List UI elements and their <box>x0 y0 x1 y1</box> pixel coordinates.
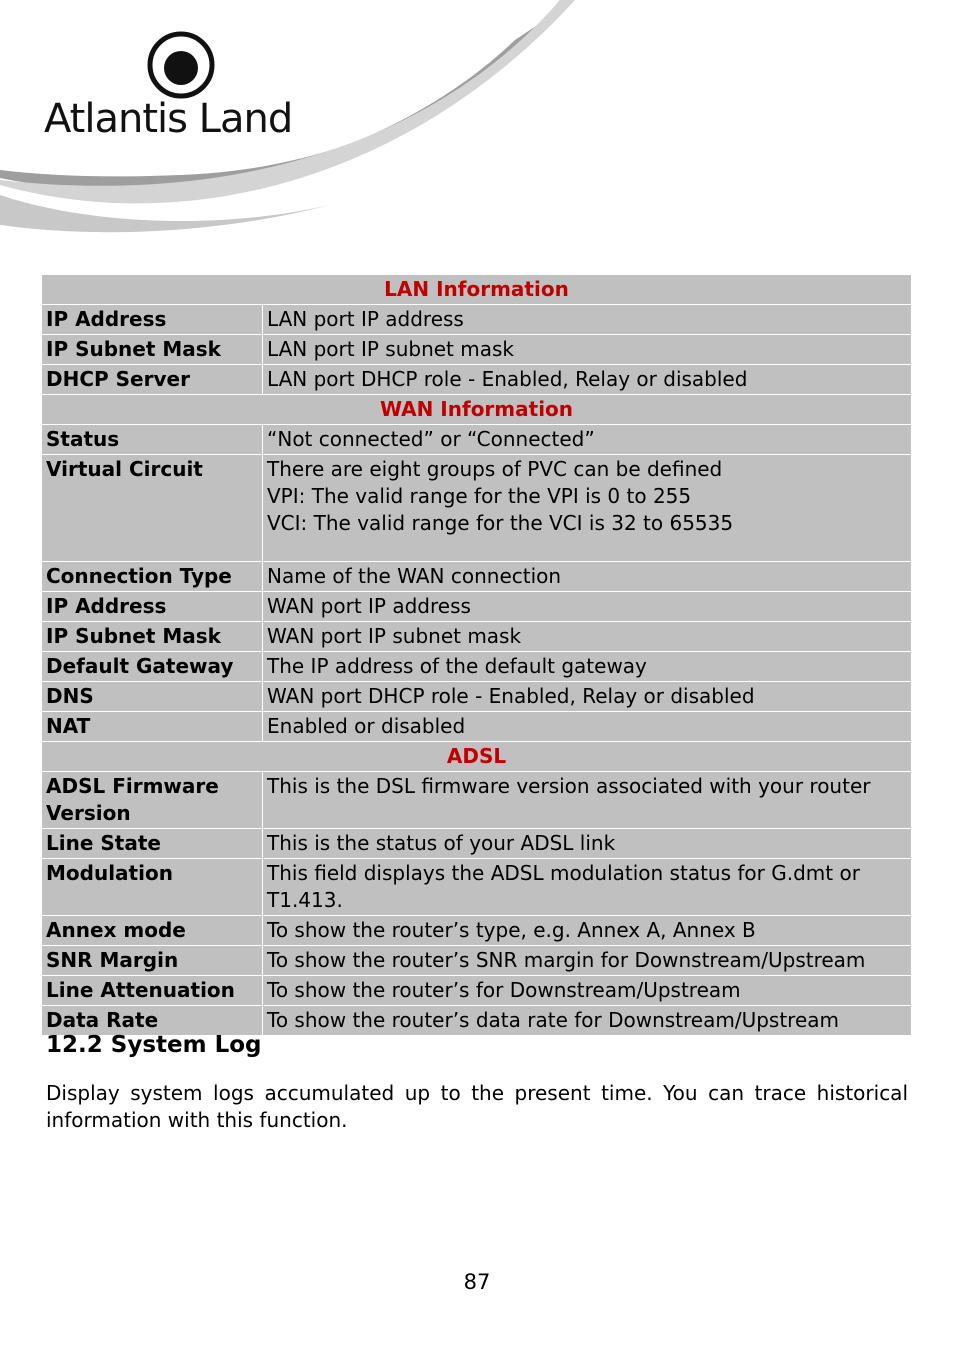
row-description <box>263 622 912 652</box>
row-description <box>263 946 912 976</box>
description-line: To show the router’s for Downstream/Upstream <box>267 978 741 1002</box>
table-row <box>42 682 912 712</box>
row-label: IP Subnet Mask <box>42 622 263 652</box>
row-label: Data Rate <box>42 1006 263 1036</box>
table-row <box>42 829 912 859</box>
description-line: VPI: The valid range for the VPI is 0 to 255 <box>267 484 692 508</box>
table-row <box>42 652 912 682</box>
row-description <box>263 829 912 859</box>
status-info-table <box>41 274 912 1036</box>
row-label: IP Address <box>42 305 263 335</box>
description-line: WAN port IP address <box>267 594 471 618</box>
table-row <box>42 305 912 335</box>
row-description <box>263 712 912 742</box>
row-description <box>263 305 912 335</box>
description-line: To show the router’s SNR margin for Downstream/Upstream <box>267 948 866 972</box>
table-row <box>42 1006 912 1036</box>
row-label: SNR Margin <box>42 946 263 976</box>
atlantis-land-logo <box>44 30 314 145</box>
description-line: LAN port IP subnet mask <box>267 337 514 361</box>
brand-name: Atlantis Land <box>44 96 293 142</box>
description-line: LAN port DHCP role - Enabled, Relay or disabled <box>267 367 748 391</box>
description-line: To show the router’s type, e.g. Annex A, Annex B <box>267 918 756 942</box>
row-description <box>263 976 912 1006</box>
row-label: NAT <box>42 712 263 742</box>
description-line: Enabled or disabled <box>267 714 466 738</box>
row-label: DHCP Server <box>42 365 263 395</box>
row-description <box>263 455 912 562</box>
section-body: Display system logs accumulated up to the present time. You can trace historical information with this function. <box>46 1081 908 1132</box>
table-row <box>42 365 912 395</box>
description-line: WAN port DHCP role - Enabled, Relay or disabled <box>267 684 755 708</box>
row-description <box>263 772 912 829</box>
section-heading-row-adsl <box>42 742 912 772</box>
section-heading-lan: LAN Information <box>42 275 912 305</box>
description-line: VCI: The valid range for the VCI is 32 to 65535 <box>267 511 734 535</box>
description-line: WAN port IP subnet mask <box>267 624 522 648</box>
description-line: The IP address of the default gateway <box>267 654 647 678</box>
row-description <box>263 652 912 682</box>
row-description <box>263 335 912 365</box>
row-label: Connection Type <box>42 562 263 592</box>
table-row <box>42 772 912 829</box>
row-description <box>263 562 912 592</box>
row-description <box>263 859 912 916</box>
section-heading-wan: WAN Information <box>42 395 912 425</box>
table-row <box>42 455 912 562</box>
row-label: DNS <box>42 682 263 712</box>
row-description <box>263 365 912 395</box>
row-label: Status <box>42 425 263 455</box>
description-line: “Not connected” or “Connected” <box>267 427 595 451</box>
section-heading-row-wan <box>42 395 912 425</box>
section-heading-adsl: ADSL <box>42 742 912 772</box>
row-description <box>263 425 912 455</box>
table-row <box>42 592 912 622</box>
logo-ring-icon <box>146 30 216 100</box>
row-label: Modulation <box>42 859 263 916</box>
table-row <box>42 562 912 592</box>
description-line: This field displays the ADSL modulation status for G.dmt or T1.413. <box>267 861 860 912</box>
table-row <box>42 622 912 652</box>
row-description <box>263 592 912 622</box>
table-row <box>42 976 912 1006</box>
page-number: 87 <box>463 1270 491 1294</box>
row-description <box>263 682 912 712</box>
description-line: This is the DSL firmware version associated with your router <box>267 774 871 798</box>
row-label: Annex mode <box>42 916 263 946</box>
table-row <box>42 335 912 365</box>
row-label: IP Subnet Mask <box>42 335 263 365</box>
row-label: ADSL Firmware Version <box>42 772 263 829</box>
info-table-body <box>42 275 912 1036</box>
row-label: IP Address <box>42 592 263 622</box>
row-label: Line State <box>42 829 263 859</box>
row-description <box>263 916 912 946</box>
table-row <box>42 916 912 946</box>
description-line: Name of the WAN connection <box>267 564 562 588</box>
table-row <box>42 946 912 976</box>
description-line: LAN port IP address <box>267 307 464 331</box>
section-title: 12.2 System Log <box>46 1032 262 1058</box>
description-line: To show the router’s data rate for Downstream/Upstream <box>267 1008 840 1032</box>
table-row <box>42 859 912 916</box>
row-label: Line Attenuation <box>42 976 263 1006</box>
description-line: This is the status of your ADSL link <box>267 831 616 855</box>
table-row <box>42 712 912 742</box>
table-row <box>42 425 912 455</box>
description-line: There are eight groups of PVC can be defined <box>267 457 723 481</box>
row-label: Virtual Circuit <box>42 455 263 562</box>
section-heading-row-lan <box>42 275 912 305</box>
row-label: Default Gateway <box>42 652 263 682</box>
row-description <box>263 1006 912 1036</box>
